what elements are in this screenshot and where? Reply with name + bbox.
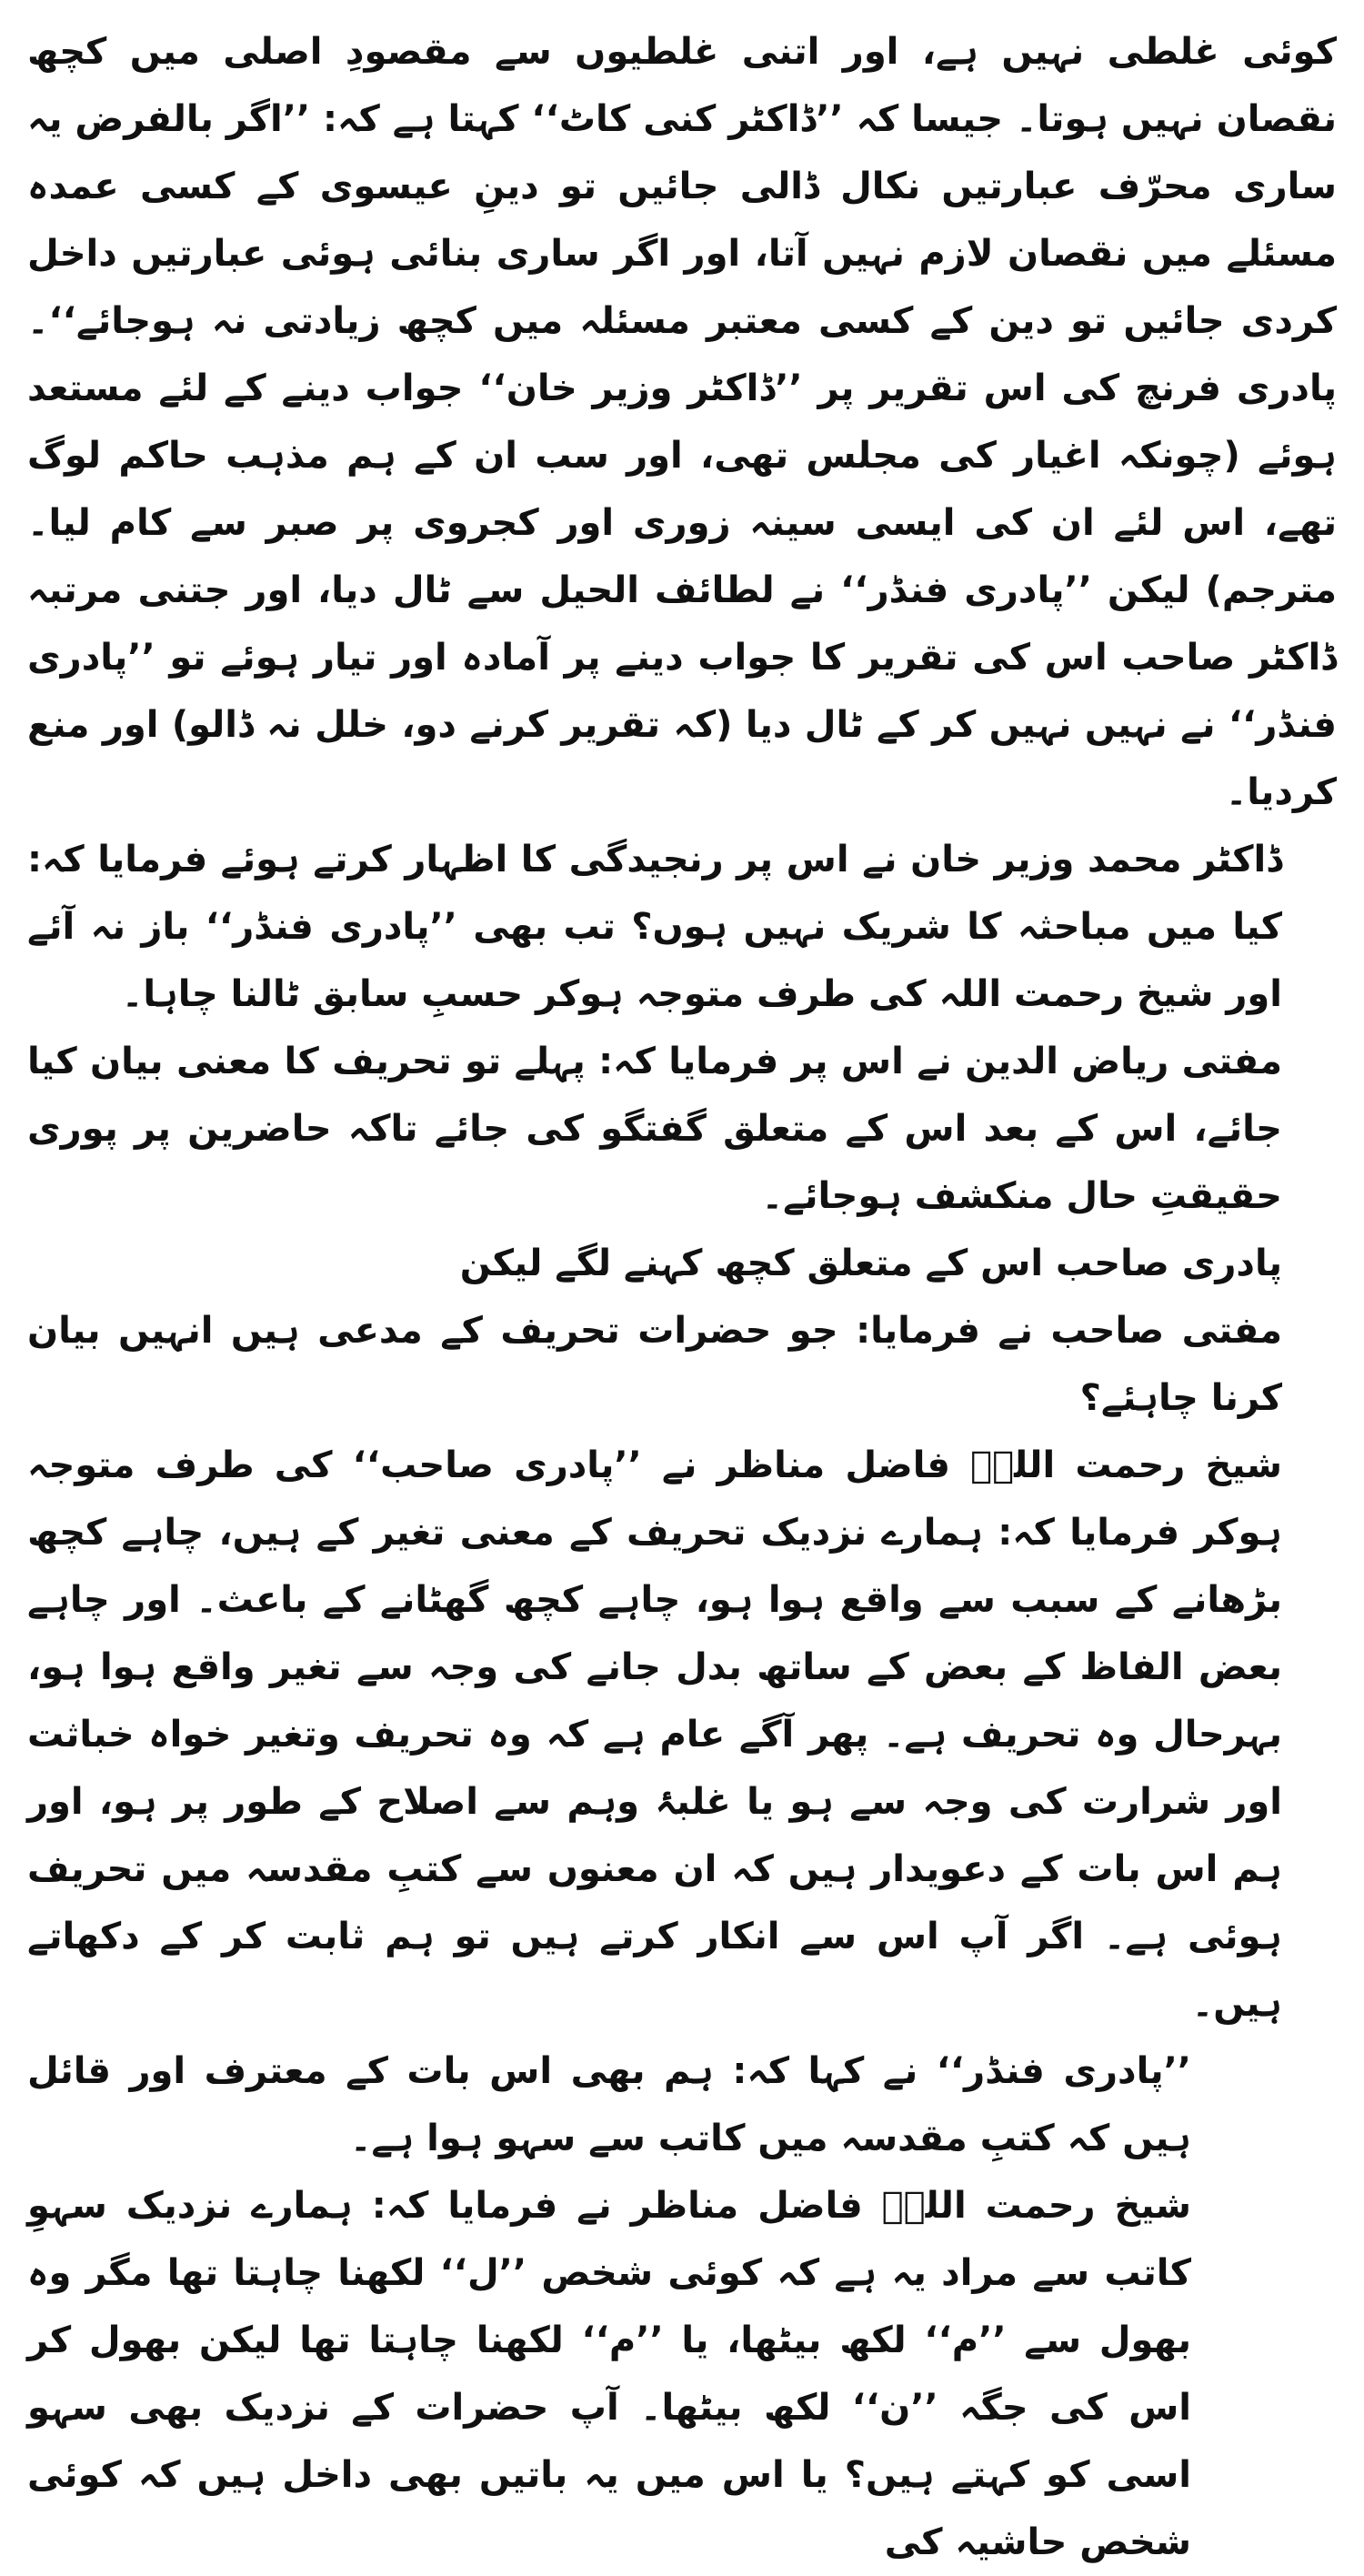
paragraph-2: ڈاکٹر محمد وزیر خان نے اس پر رنجیدگی کا اظہار کرتے ہوئے فرمایا کہ: کیا میں مباحثہ کا شریک نہیں ہوں؟ تب بھی ’’پادری فنڈر‘‘ باز نہ آئے اور شیخ رحمت اللہ کی طرف متوجہ ہوکر حسبِ سابق ٹالنا چاہا۔ <box>27 839 1282 1015</box>
paragraph-4: پادری صاحب اس کے متعلق کچھ کہنے لگے لیکن <box>459 1243 1282 1284</box>
paragraph-5: مفتی صاحب نے فرمایا: جو حضرات تحریف کے مدعی ہیں انہیں بیان کرنا چاہئے؟ <box>27 1310 1282 1419</box>
paragraph-6: شیخ رحمت اللہؒ فاضل مناظر نے ’’پادری صاحب‘‘ کی طرف متوجہ ہوکر فرمایا کہ: ہمارے نزدیک تحریف کے معنی تغیر کے ہیں، چاہے کچھ بڑھانے کے سبب سے واقع ہوا ہو، چاہے کچھ گھٹانے کے باعث۔ اور چاہے بعض الفاظ کے بعض کے ساتھ بدل جانے کی وجہ سے تغیر واقع ہوا ہو، بہرحال وہ تحریف ہے۔ پھر آگے عام ہے کہ وہ تحریف وتغیر خواہ خباثت اور شرارت کی وجہ سے ہو یا غلبۂ وہم سے اصلاح کے طور پر ہو، اور ہم اس بات کے دعویدار ہیں کہ ان معنوں سے کتبِ مقدسہ میں تحریف ہوئی ہے۔ اگر آپ اس سے انکار کرتے ہیں تو ہم ثابت کر کے دکھاتے ہیں۔ <box>27 1444 1282 2025</box>
document-page <box>27 18 1337 2563</box>
paragraph-8: شیخ رحمت اللہؒ فاضل مناظر نے فرمایا کہ: ہمارے نزدیک سہوِ کاتب سے مراد یہ ہے کہ کوئی شخص ’’ل‘‘ لکھنا چاہتا تھا مگر وہ بھول سے ’’م‘‘ لکھ بیٹھا، یا ’’م‘‘ لکھنا چاہتا تھا لیکن بھول کر اس کی جگہ ’’ن‘‘ لکھ بیٹھا۔ آپ حضرات کے نزدیک بھی سہو اسی کو کہتے ہیں؟ یا اس میں یہ باتیں بھی داخل ہیں کہ کوئی شخص حاشیہ کی <box>27 2185 1191 2563</box>
paragraph-7: ’’پادری فنڈر‘‘ نے کہا کہ: ہم بھی اس بات کے معترف اور قائل ہیں کہ کتبِ مقدسہ میں کاتب سے سہو ہوا ہے۔ <box>27 2050 1191 2159</box>
paragraph-3: مفتی ریاض الدین نے اس پر فرمایا کہ: پہلے تو تحریف کا معنی بیان کیا جائے، اس کے بعد اس کے متعلق گفتگو کی جائے تاکہ حاضرین پر پوری حقیقتِ حال منکشف ہوجائے۔ <box>27 1041 1282 1217</box>
paragraph-1: کوئی غلطی نہیں ہے، اور اتنی غلطیوں سے مقصودِ اصلی میں کچھ نقصان نہیں ہوتا۔ جیسا کہ ’’ڈاکٹر کنی کاٹ‘‘ کہتا ہے کہ: ’’اگر بالفرض یہ ساری محرّف عبارتیں نکال ڈالی جائیں تو دینِ عیسوی کے کسی عمدہ مسئلے میں نقصان لازم نہیں آتا، اور اگر ساری بنائی ہوئی عبارتیں داخل کردی جائیں تو دین کے کسی معتبر مسئلہ میں کچھ زیادتی نہ ہوجائے‘‘۔ پادری فرنچ کی اس تقریر پر ’’ڈاکٹر وزیر خان‘‘ جواب دینے کے لئے مستعد ہوئے (چونکہ اغیار کی مجلس تھی، اور سب ان کے ہم مذہب حاکم لوگ تھے، اس لئے ان کی ایسی سینہ زوری اور کجروی پر صبر سے کام لیا۔ مترجم) لیکن ’’پادری فنڈر‘‘ نے لطائف الحیل سے ٹال دیا، اور جتنی مرتبہ ڈاکٹر صاحب اس کی تقریر کا جواب دینے پر آمادہ اور تیار ہوئے تو ’’پادری فنڈر‘‘ نے نہیں نہیں کر کے ٹال دیا (کہ تقریر کرنے دو، خلل نہ ڈالو) اور منع کردیا۔ <box>27 31 1337 813</box>
